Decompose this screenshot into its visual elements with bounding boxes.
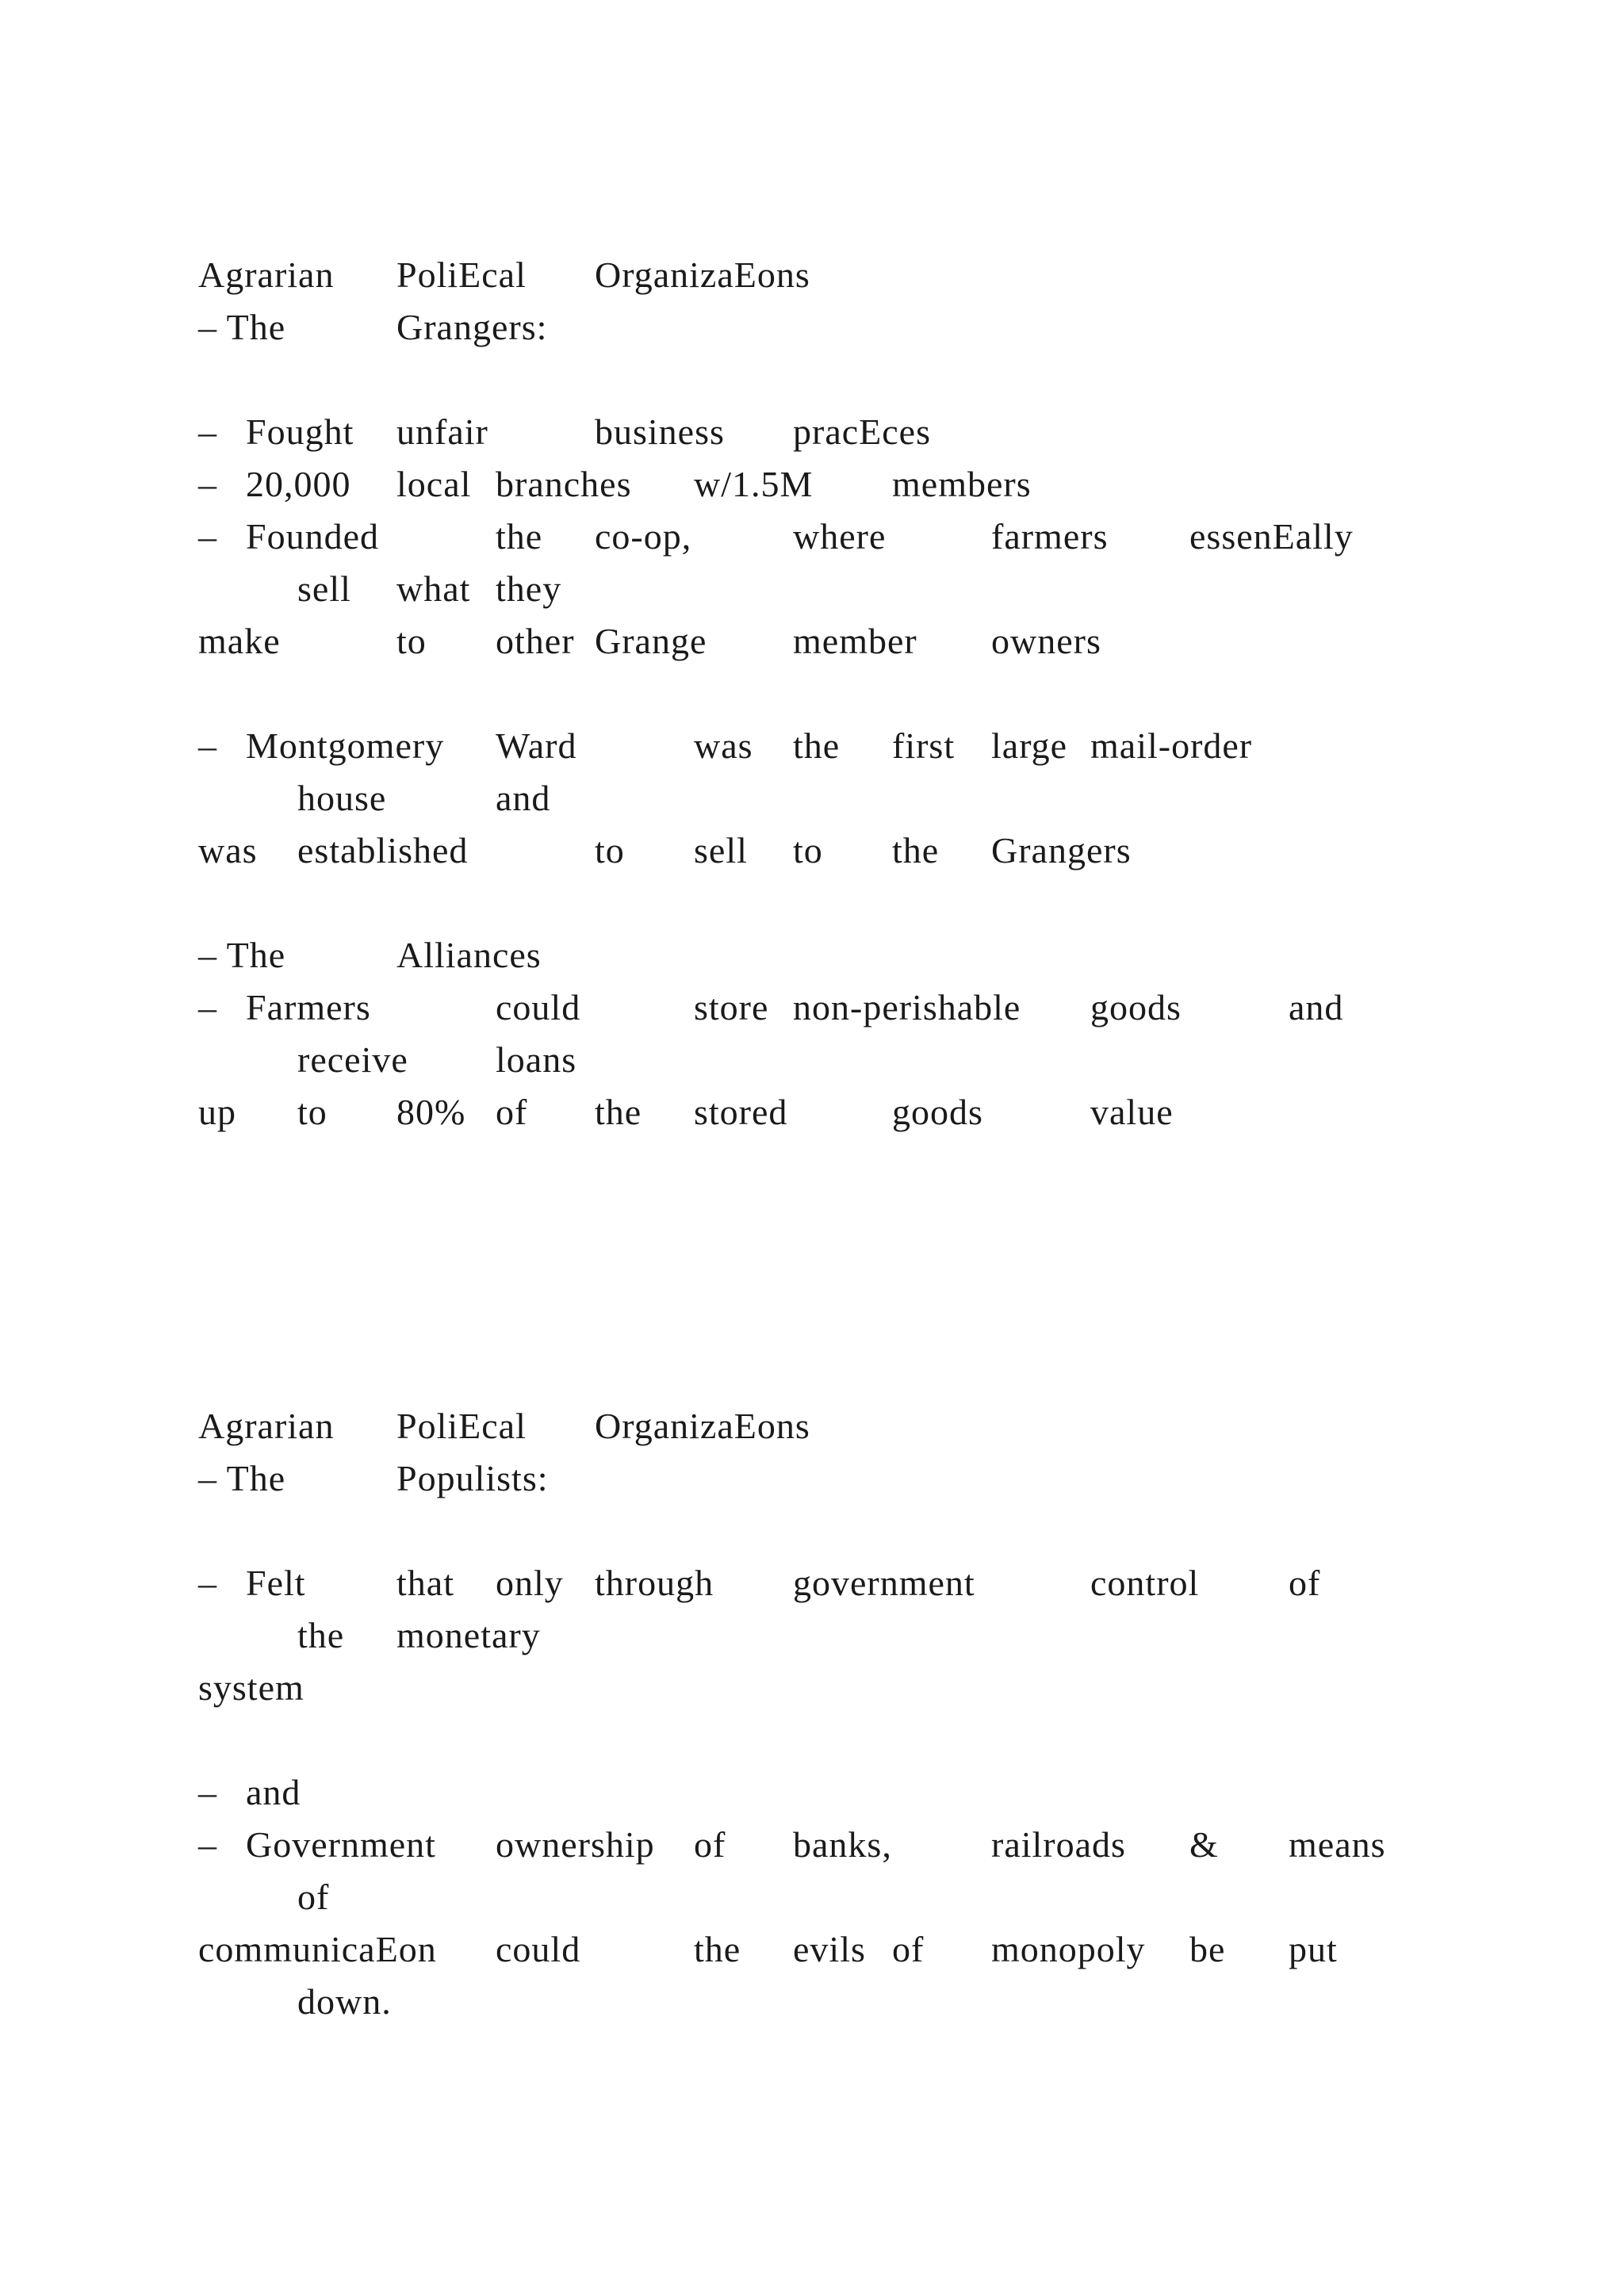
word: members	[892, 464, 1032, 504]
word: of	[297, 1877, 330, 1917]
word: local	[396, 464, 472, 504]
word: goods	[892, 1092, 983, 1132]
word: Populists:	[396, 1458, 549, 1498]
word: Grange	[595, 621, 707, 661]
word: only	[496, 1563, 564, 1603]
word: Government	[246, 1824, 436, 1865]
word: Montgomery	[246, 725, 445, 766]
bullet-dash: –	[198, 725, 217, 766]
word: what	[396, 568, 471, 609]
word: goods	[1090, 987, 1182, 1027]
word: loans	[496, 1039, 577, 1080]
word: branches	[496, 464, 632, 504]
word: first	[892, 725, 956, 766]
word: was	[198, 830, 258, 871]
word: PoliEcal	[396, 254, 527, 295]
word: and	[496, 778, 551, 818]
word: to	[396, 621, 427, 661]
word: unfair	[396, 411, 488, 452]
word: that	[396, 1563, 454, 1603]
word: of	[496, 1092, 528, 1132]
word: – The	[198, 307, 286, 347]
bullet-dash: –	[198, 1563, 217, 1603]
word: where	[793, 516, 887, 557]
word: monopoly	[991, 1929, 1146, 1969]
word: ownership	[496, 1824, 655, 1865]
word: mail-order	[1090, 725, 1253, 766]
bullet-dash: –	[198, 1824, 217, 1865]
word: 20,000	[246, 464, 351, 504]
word: system	[198, 1667, 304, 1708]
word: they	[496, 568, 562, 609]
word: the	[892, 830, 940, 871]
word: owners	[991, 621, 1101, 661]
word: pracEces	[793, 411, 931, 452]
word: 80%	[396, 1092, 466, 1132]
word: to	[793, 830, 823, 871]
word: could	[496, 987, 581, 1027]
word: Grangers:	[396, 307, 548, 347]
word: was	[694, 725, 753, 766]
word: store	[694, 987, 769, 1027]
word: railroads	[991, 1824, 1126, 1865]
word: Felt	[246, 1563, 306, 1603]
word: OrganizaEons	[595, 254, 810, 295]
word: Agrarian	[198, 254, 335, 295]
word: could	[496, 1929, 581, 1969]
word: control	[1090, 1563, 1200, 1603]
word: down.	[297, 1981, 392, 2022]
word: Farmers	[246, 987, 371, 1027]
word: of	[694, 1824, 726, 1865]
word: the	[793, 725, 841, 766]
word: non-perishable	[793, 987, 1021, 1027]
word: and	[1289, 987, 1344, 1027]
word: be	[1189, 1929, 1226, 1969]
word: to	[297, 1092, 327, 1132]
word: member	[793, 621, 917, 661]
word: Founded	[246, 516, 379, 557]
word: essenEally	[1189, 516, 1354, 557]
word: sell	[297, 568, 351, 609]
word: make	[198, 621, 281, 661]
word: large	[991, 725, 1068, 766]
word: value	[1090, 1092, 1174, 1132]
word: farmers	[991, 516, 1109, 557]
word: put	[1289, 1929, 1338, 1969]
bullet-dash: –	[198, 987, 217, 1027]
word: Ward	[496, 725, 577, 766]
word: the	[694, 1929, 741, 1969]
word: PoliEcal	[396, 1406, 527, 1446]
word: stored	[694, 1092, 788, 1132]
word: the	[496, 516, 543, 557]
word: Fought	[246, 411, 354, 452]
word: established	[297, 830, 469, 871]
word: w/1.5M	[694, 464, 814, 504]
bullet-dash: –	[198, 464, 217, 504]
word: to	[595, 830, 625, 871]
word: co-op,	[595, 516, 692, 557]
word: the	[595, 1092, 642, 1132]
word: – The	[198, 1458, 286, 1498]
word: through	[595, 1563, 714, 1603]
word: business	[595, 411, 725, 452]
word: means	[1289, 1824, 1386, 1865]
bullet-dash: –	[198, 1772, 217, 1812]
word: OrganizaEons	[595, 1406, 810, 1446]
word: – The	[198, 935, 286, 975]
word: monetary	[396, 1615, 541, 1655]
word: of	[892, 1929, 925, 1969]
word: Agrarian	[198, 1406, 335, 1446]
word: Alliances	[396, 935, 542, 975]
word: up	[198, 1092, 236, 1132]
word: communicaEon	[198, 1929, 437, 1969]
word: house	[297, 778, 387, 818]
word: &	[1189, 1824, 1219, 1865]
word: of	[1289, 1563, 1321, 1603]
word: evils	[793, 1929, 866, 1969]
word: sell	[694, 830, 748, 871]
word: and	[246, 1772, 301, 1812]
bullet-dash: –	[198, 411, 217, 452]
word: government	[793, 1563, 975, 1603]
word: receive	[297, 1039, 408, 1080]
word: other	[496, 621, 575, 661]
word: Grangers	[991, 830, 1132, 871]
word: banks,	[793, 1824, 892, 1865]
word: the	[297, 1615, 345, 1655]
bullet-dash: –	[198, 516, 217, 557]
